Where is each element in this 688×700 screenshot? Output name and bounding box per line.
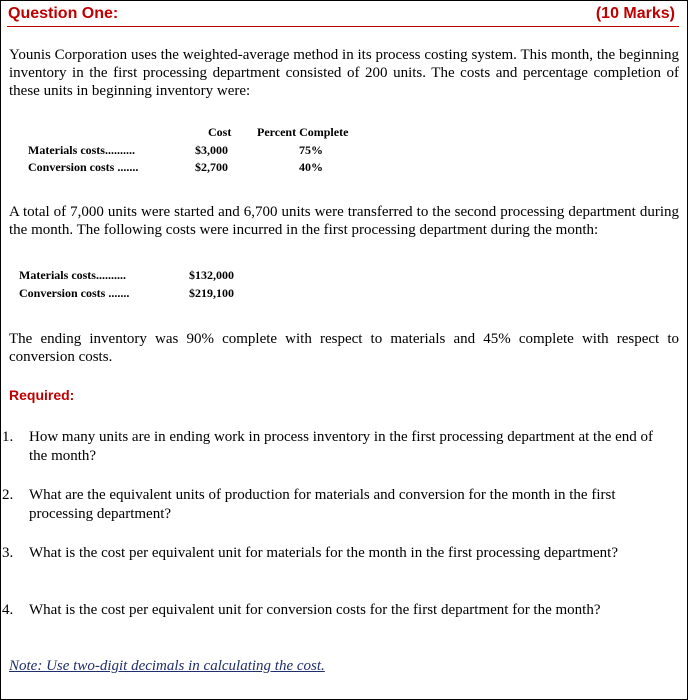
question-number: 1. <box>2 429 14 445</box>
row-cost: $2,700 <box>195 160 228 174</box>
question-text: What is the cost per equivalent unit for materials for the month in the first processing department? <box>29 545 618 561</box>
col-header-percent: Percent Complete <box>257 125 349 139</box>
question-header <box>7 4 679 27</box>
question-number: 4. <box>2 602 14 618</box>
ending-inventory-paragraph: The ending inventory was 90% complete with respect to materials and 45% complete with respect to conversion costs. <box>9 331 679 365</box>
question-number: 3. <box>2 545 14 561</box>
second-paragraph: A total of 7,000 units were started and 6,700 units were transferred to the second processing department during the month. The following costs were incurred in the first processing department during the month: <box>9 204 679 238</box>
question-title: Question One: <box>8 5 119 22</box>
col-header-cost: Cost <box>208 125 232 139</box>
required-heading: Required: <box>9 387 75 403</box>
marks-label: (10 Marks) <box>595 5 675 22</box>
row-cost: $3,000 <box>195 143 228 157</box>
question-number: 2. <box>2 487 14 503</box>
question-text: How many units are in ending work in process inventory in the first processing department at the end of the month? <box>29 429 654 464</box>
question-text: What is the cost per equivalent unit for conversion costs for the first department for the month? <box>29 602 601 618</box>
note-text: Note: Use two-digit decimals in calculating the cost. <box>9 658 325 674</box>
row-percent: 75% <box>299 143 323 157</box>
row-percent: 40% <box>299 160 323 174</box>
row-label: Conversion costs ....... <box>28 160 139 174</box>
row-amount: $219,100 <box>189 286 234 300</box>
row-label: Materials costs.......... <box>28 143 135 157</box>
row-label: Conversion costs ....... <box>19 286 130 300</box>
row-label: Materials costs.......... <box>19 268 126 282</box>
row-amount: $132,000 <box>189 268 234 282</box>
intro-paragraph: Younis Corporation uses the weighted-average method in its process costing system. This month, the beginning inventory in the first processing department consisted of 200 units. The costs and percentage completion of these units in beginning inventory were: <box>9 47 679 99</box>
question-text: What are the equivalent units of production for materials and conversion for the month in the first processing department? <box>29 487 616 522</box>
